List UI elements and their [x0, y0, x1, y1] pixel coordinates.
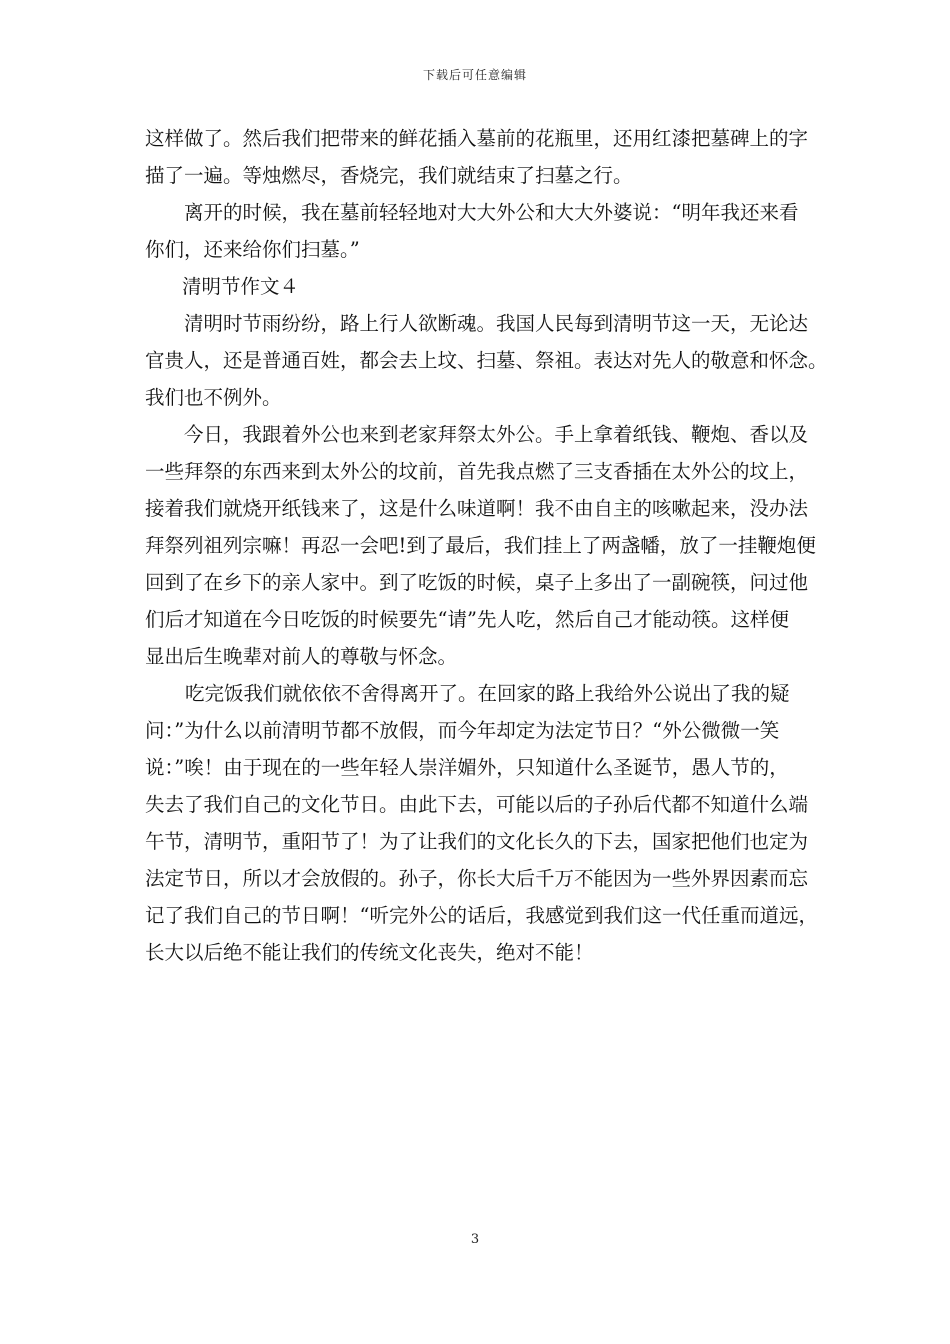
text-line: 法定节日，所以才会放假的。孙子，你长大后千万不能因为一些外界因素而忘: [145, 867, 809, 890]
text-line: 长大以后绝不能让我们的传统文化丧失，绝对不能！: [145, 941, 594, 964]
text-line: 问：”为什么以前清明节都不放假，而今年却定为法定节日？“外公微微一笑: [145, 719, 780, 742]
text-line: 回到了在乡下的亲人家中。到了吃饭的时候，桌子上多出了一副碗筷，问过他: [145, 571, 809, 594]
text-line: 描了一遍。等烛燃尽，香烧完，我们就结束了扫墓之行。: [145, 164, 633, 187]
paragraph-start: 今日，我跟着外公也来到老家拜祭太外公。手上拿着纸钱、鞭炮、香以及: [184, 423, 809, 446]
text-line: 你们，还来给你们扫墓。”: [145, 238, 360, 261]
text-line: 失去了我们自己的文化节日。由此下去，可能以后的子孙后代都不知道什么端: [145, 793, 809, 816]
text-line: 这样做了。然后我们把带来的鲜花插入墓前的花瓶里，还用红漆把墓碑上的字: [145, 127, 809, 150]
section-title: 清明节作文４: [182, 275, 300, 298]
text-line: 我们也不例外。: [145, 386, 282, 409]
paragraph-start: 吃完饭我们就依依不舍得离开了。在回家的路上我给外公说出了我的疑: [185, 682, 790, 705]
text-line: 官贵人，还是普通百姓，都会去上坟、扫墓、祭祖。表达对先人的敬意和怀念。: [145, 349, 828, 372]
document-body: [145, 120, 828, 971]
text-line: 午节，清明节，重阳节了！为了让我们的文化长久的下去，国家把他们也定为: [145, 830, 809, 853]
text-line: 说：”唉！由于现在的一些年轻人崇洋媚外，只知道什么圣诞节，愚人节的，: [145, 756, 789, 779]
page-header: 下载后可任意编辑: [422, 68, 527, 82]
page-number: 3: [470, 1232, 480, 1247]
text-line: 们后才知道在今日吃饭的时候要先“请”先人吃，然后自己才能动筷。这样便: [145, 608, 789, 631]
text-line: 接着我们就烧开纸钱来了，这是什么味道啊！我不由自主的咳嗽起来，没办法: [145, 497, 809, 520]
text-line: 显出后生晚辈对前人的尊敬与怀念。: [145, 645, 458, 668]
paragraph-start: 离开的时候，我在墓前轻轻地对大大外公和大大外婆说：“明年我还来看: [184, 201, 799, 224]
text-line: 一些拜祭的东西来到太外公的坟前，首先我点燃了三支香插在太外公的坟上，: [145, 460, 809, 483]
text-line: 拜祭列祖列宗嘛！再忍一会吧!到了最后，我们挂上了两盏幡，放了一挂鞭炮便: [145, 534, 816, 557]
paragraph-start: 清明时节雨纷纷，路上行人欲断魂。我国人民每到清明节这一天，无论达: [184, 312, 809, 335]
text-line: 记了我们自己的节日啊！“听完外公的话后，我感觉到我们这一代任重而道远，: [145, 904, 818, 927]
